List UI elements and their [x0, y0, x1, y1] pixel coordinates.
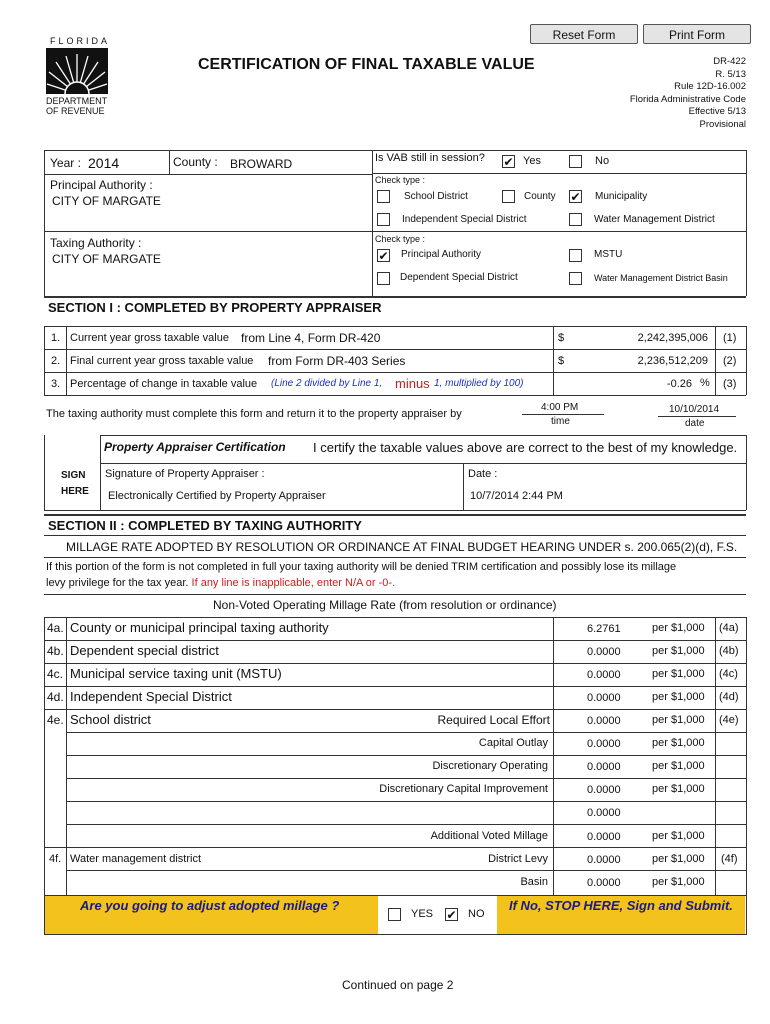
- percent-change-value[interactable]: -0.26: [666, 378, 692, 390]
- dependent-district-label: Dependent Special District: [400, 272, 518, 283]
- appraiser-signature-value[interactable]: Electronically Certified by Property Appraiser: [108, 490, 326, 502]
- sign-label: SIGN: [61, 470, 86, 481]
- continued-footer: Continued on page 2: [342, 978, 454, 992]
- sun-logo-icon: [46, 48, 108, 94]
- county-type-label: County: [524, 191, 556, 202]
- principal-authority-checkbox[interactable]: ✔: [378, 249, 389, 263]
- here-label: HERE: [61, 486, 89, 497]
- vab-no-checkbox[interactable]: [569, 155, 582, 168]
- warning-line-1: If this portion of the form is not completed in full your taxing authority will be denied TRIM certification and possibly lose its millage: [46, 561, 677, 573]
- school-district-label: School District: [404, 191, 468, 202]
- principal-authority-label: Principal Authority :: [50, 178, 153, 192]
- logo-text-department: DEPARTMENT OF REVENUE: [46, 96, 108, 116]
- check-type-label-2: Check type :: [375, 234, 426, 244]
- vab-yes-label: Yes: [523, 155, 541, 167]
- return-instructions: The taxing authority must complete this form and return it to the property appraiser by: [46, 408, 462, 420]
- municipality-checkbox[interactable]: ✔: [570, 190, 581, 204]
- mstu-label: MSTU: [594, 249, 623, 260]
- nonvoted-title: Non-Voted Operating Millage Rate (from resolution or ordinance): [213, 598, 557, 612]
- appraiser-cert-text: I certify the taxable values above are correct to the best of my knowledge.: [313, 440, 738, 455]
- time-label: time: [551, 416, 570, 427]
- warning-line-2: levy privilege for the tax year. If any line is inapplicable, enter N/A or -0-.: [46, 577, 396, 589]
- water-management-checkbox[interactable]: [569, 213, 582, 226]
- county-value[interactable]: BROWARD: [230, 157, 293, 171]
- appraiser-signature-label: Signature of Property Appraiser :: [105, 468, 265, 480]
- millage-title: MILLAGE RATE ADOPTED BY RESOLUTION OR ORDINANCE AT FINAL BUDGET HEARING UNDER s. 200.065(2)(d), F.S.: [66, 540, 738, 554]
- millage-4b-value[interactable]: 0.0000: [587, 646, 621, 658]
- mstu-checkbox[interactable]: [569, 249, 582, 262]
- return-time-value[interactable]: 4:00 PM: [541, 402, 579, 413]
- millage-4a-value[interactable]: 6.2761: [587, 623, 621, 635]
- print-form-button[interactable]: Print Form: [643, 24, 751, 44]
- millage-4f-value[interactable]: 0.0000: [587, 854, 621, 866]
- section-2-title: SECTION II : COMPLETED BY TAXING AUTHORITY: [48, 518, 362, 533]
- check-type-label-1: Check type :: [375, 175, 426, 185]
- appraiser-date-label: Date :: [468, 468, 498, 480]
- school-district-checkbox[interactable]: [377, 190, 390, 203]
- year-value[interactable]: 2014: [88, 155, 120, 171]
- principal-authority-type-label: Principal Authority: [401, 249, 482, 260]
- taxing-authority-value[interactable]: CITY OF MARGATE: [52, 252, 161, 266]
- stop-here-text: If No, STOP HERE, Sign and Submit.: [509, 898, 733, 913]
- water-management-label: Water Management District: [594, 214, 715, 225]
- adjust-millage-question: Are you going to adjust adopted millage ?: [80, 898, 340, 913]
- vab-yes-checkbox[interactable]: ✔: [503, 155, 514, 169]
- appraiser-date-value[interactable]: 10/7/2014 2:44 PM: [470, 490, 563, 502]
- principal-authority-value[interactable]: CITY OF MARGATE: [52, 194, 161, 208]
- section-1-title: SECTION I : COMPLETED BY PROPERTY APPRAISER: [48, 300, 382, 315]
- reset-form-button[interactable]: Reset Form: [530, 24, 638, 44]
- vab-label: Is VAB still in session?: [375, 152, 485, 164]
- independent-district-checkbox[interactable]: [377, 213, 390, 226]
- millage-4e-value[interactable]: 0.0000: [587, 715, 621, 727]
- municipality-label: Municipality: [595, 191, 648, 202]
- gross-taxable-value[interactable]: 2,242,395,006: [637, 332, 708, 344]
- adjust-yes-checkbox[interactable]: [388, 908, 401, 921]
- water-basin-checkbox[interactable]: [569, 272, 582, 285]
- form-header-info: DR-422 R. 5/13 Rule 12D-16.002 Florida Administrative Code Effective 5/13 Provisional: [629, 56, 746, 130]
- adjust-yes-label: YES: [411, 908, 434, 920]
- date-label: date: [685, 418, 705, 429]
- logo-text-florida: FLORIDA: [50, 36, 111, 46]
- millage-4d-value[interactable]: 0.0000: [587, 692, 621, 704]
- adjust-no-checkbox[interactable]: ✔: [446, 908, 457, 922]
- vab-no-label: No: [595, 155, 610, 167]
- county-checkbox[interactable]: [502, 190, 515, 203]
- return-date-value[interactable]: 10/10/2014: [669, 404, 720, 415]
- millage-4c-value[interactable]: 0.0000: [587, 669, 621, 681]
- taxing-authority-label: Taxing Authority :: [50, 236, 142, 250]
- independent-district-label: Independent Special District: [402, 214, 527, 225]
- adjust-no-label: NO: [468, 908, 485, 920]
- final-taxable-value[interactable]: 2,236,512,209: [637, 355, 708, 367]
- dependent-district-checkbox[interactable]: [377, 272, 390, 285]
- county-label: County :: [173, 155, 218, 169]
- form-title: CERTIFICATION OF FINAL TAXABLE VALUE: [198, 56, 535, 73]
- water-basin-label: Water Management District Basin: [594, 273, 728, 283]
- year-label: Year :: [50, 156, 81, 170]
- appraiser-cert-title: Property Appraiser Certification: [104, 440, 286, 454]
